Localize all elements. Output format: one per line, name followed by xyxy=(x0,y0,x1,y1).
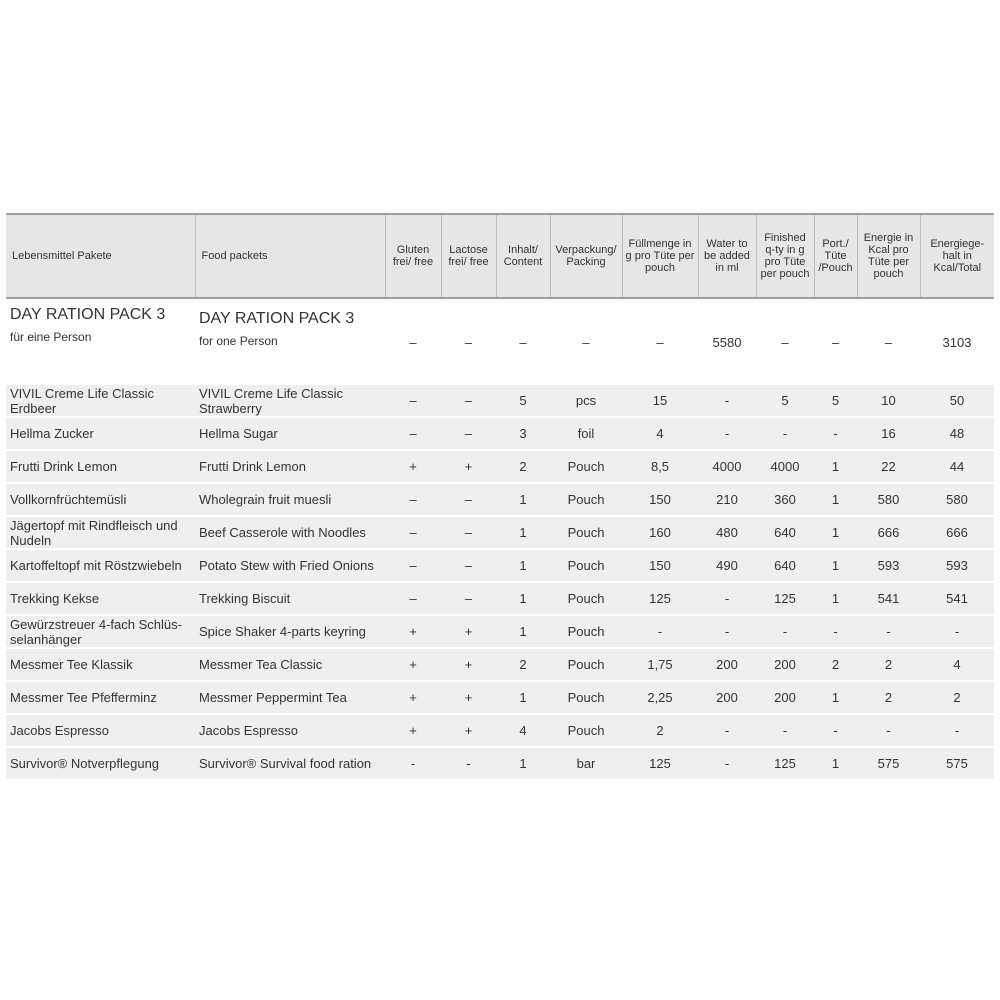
col-header-gluten: Gluten frei/ free xyxy=(385,214,441,298)
item-content: 1 xyxy=(496,549,550,582)
item-packing: Pouch xyxy=(550,450,622,483)
item-energy-total: 575 xyxy=(920,747,994,780)
item-fill: 8,5 xyxy=(622,450,698,483)
pack-fill: – xyxy=(622,298,698,385)
item-energy-pouch: 580 xyxy=(857,483,920,516)
table-row xyxy=(6,582,994,615)
item-portions: - xyxy=(814,615,857,648)
item-finished: 4000 xyxy=(756,450,814,483)
item-name-en: Spice Shaker 4-parts keyring xyxy=(195,615,385,648)
item-gluten: + xyxy=(385,714,441,747)
item-packing: foil xyxy=(550,417,622,450)
item-rows xyxy=(6,385,994,780)
pack-gluten: – xyxy=(385,298,441,385)
item-energy-pouch: 541 xyxy=(857,582,920,615)
item-name-en: VIVIL Creme Life Classic Strawberry xyxy=(195,385,385,417)
item-name-de: Kartoffeltopf mit Röstzwiebeln xyxy=(6,549,195,582)
item-energy-pouch: - xyxy=(857,714,920,747)
item-portions: 5 xyxy=(814,385,857,417)
item-portions: 1 xyxy=(814,450,857,483)
item-fill: 160 xyxy=(622,516,698,549)
item-name-de: Jacobs Espresso xyxy=(6,714,195,747)
item-water: 4000 xyxy=(698,450,756,483)
item-finished: 5 xyxy=(756,385,814,417)
item-fill: 150 xyxy=(622,549,698,582)
item-fill: 125 xyxy=(622,747,698,780)
item-name-de: Gewürzstreuer 4-fach Schlüs-selanhänger xyxy=(6,615,195,648)
item-water: 200 xyxy=(698,648,756,681)
item-packing: Pouch xyxy=(550,516,622,549)
item-water: - xyxy=(698,714,756,747)
item-energy-pouch: 666 xyxy=(857,516,920,549)
pack-energy-pouch: – xyxy=(857,298,920,385)
item-portions: 2 xyxy=(814,648,857,681)
item-packing: bar xyxy=(550,747,622,780)
item-lactose: – xyxy=(441,549,496,582)
item-finished: 125 xyxy=(756,582,814,615)
item-water: - xyxy=(698,615,756,648)
item-gluten: – xyxy=(385,417,441,450)
pack-subtitle-de: für eine Person xyxy=(10,330,92,344)
col-header-packing: Verpackung/ Packing xyxy=(550,214,622,298)
item-content: 2 xyxy=(496,450,550,483)
item-name-de: Messmer Tee Klassik xyxy=(6,648,195,681)
item-name-de: Trekking Kekse xyxy=(6,582,195,615)
item-packing: Pouch xyxy=(550,549,622,582)
table-row xyxy=(6,681,994,714)
item-lactose: - xyxy=(441,747,496,780)
col-header-energy-total: Energiege- halt in Kcal/Total xyxy=(920,214,994,298)
table-row xyxy=(6,549,994,582)
item-gluten: – xyxy=(385,385,441,417)
item-content: 5 xyxy=(496,385,550,417)
item-packing: Pouch xyxy=(550,582,622,615)
item-finished: - xyxy=(756,714,814,747)
table-row xyxy=(6,417,994,450)
item-finished: 200 xyxy=(756,681,814,714)
item-content: 1 xyxy=(496,615,550,648)
item-energy-pouch: 16 xyxy=(857,417,920,450)
item-content: 3 xyxy=(496,417,550,450)
item-energy-total: 541 xyxy=(920,582,994,615)
col-header-fill-quantity: Füllmenge in g pro Tüte per pouch xyxy=(622,214,698,298)
table-row xyxy=(6,714,994,747)
item-packing: Pouch xyxy=(550,648,622,681)
item-fill: 150 xyxy=(622,483,698,516)
item-gluten: + xyxy=(385,615,441,648)
item-name-de: Frutti Drink Lemon xyxy=(6,450,195,483)
pack-name-de-cell xyxy=(6,298,195,385)
item-finished: 125 xyxy=(756,747,814,780)
pack-water: 5580 xyxy=(698,298,756,385)
item-content: 1 xyxy=(496,582,550,615)
pack-energy-total: 3103 xyxy=(920,298,994,385)
item-energy-total: 48 xyxy=(920,417,994,450)
item-lactose: + xyxy=(441,714,496,747)
item-lactose: – xyxy=(441,516,496,549)
item-energy-pouch: 2 xyxy=(857,681,920,714)
item-portions: 1 xyxy=(814,483,857,516)
item-content: 1 xyxy=(496,681,550,714)
item-content: 2 xyxy=(496,648,550,681)
pack-portions: – xyxy=(814,298,857,385)
item-fill: 15 xyxy=(622,385,698,417)
item-portions: 1 xyxy=(814,582,857,615)
col-header-lactose: Lactose frei/ free xyxy=(441,214,496,298)
item-energy-total: 666 xyxy=(920,516,994,549)
item-name-en: Potato Stew with Fried Onions xyxy=(195,549,385,582)
col-header-water: Water to be added in ml xyxy=(698,214,756,298)
table-row xyxy=(6,615,994,648)
item-water: - xyxy=(698,582,756,615)
item-fill: - xyxy=(622,615,698,648)
item-energy-pouch: 593 xyxy=(857,549,920,582)
item-portions: 1 xyxy=(814,747,857,780)
item-gluten: + xyxy=(385,450,441,483)
item-portions: 1 xyxy=(814,516,857,549)
item-water: - xyxy=(698,417,756,450)
item-finished: 640 xyxy=(756,516,814,549)
item-name-en: Trekking Biscuit xyxy=(195,582,385,615)
item-fill: 2,25 xyxy=(622,681,698,714)
ration-pack-table-sheet xyxy=(6,213,994,781)
item-portions: 1 xyxy=(814,549,857,582)
item-water: - xyxy=(698,385,756,417)
item-energy-total: 50 xyxy=(920,385,994,417)
col-header-energy-pouch: Energie in Kcal pro Tüte per pouch xyxy=(857,214,920,298)
item-water: 480 xyxy=(698,516,756,549)
header-row xyxy=(6,214,994,298)
item-packing: Pouch xyxy=(550,714,622,747)
item-fill: 4 xyxy=(622,417,698,450)
item-name-en: Beef Casserole with Noodles xyxy=(195,516,385,549)
item-energy-total: 4 xyxy=(920,648,994,681)
item-name-de: Hellma Zucker xyxy=(6,417,195,450)
pack-finished: – xyxy=(756,298,814,385)
item-content: 1 xyxy=(496,747,550,780)
item-finished: 200 xyxy=(756,648,814,681)
pack-summary-row xyxy=(6,298,994,385)
item-fill: 125 xyxy=(622,582,698,615)
item-gluten: – xyxy=(385,582,441,615)
item-water: 490 xyxy=(698,549,756,582)
item-energy-total: 44 xyxy=(920,450,994,483)
pack-content: – xyxy=(496,298,550,385)
pack-title-de: DAY RATION PACK 3 xyxy=(10,306,166,323)
item-name-en: Survivor® Survival food ration xyxy=(195,747,385,780)
item-content: 1 xyxy=(496,516,550,549)
item-energy-total: 580 xyxy=(920,483,994,516)
item-energy-pouch: 2 xyxy=(857,648,920,681)
pack-name-en-cell xyxy=(195,298,385,385)
item-gluten: - xyxy=(385,747,441,780)
item-lactose: – xyxy=(441,385,496,417)
item-packing: Pouch xyxy=(550,615,622,648)
item-portions: - xyxy=(814,714,857,747)
pack-title-en: DAY RATION PACK 3 xyxy=(199,310,355,327)
item-packing: pcs xyxy=(550,385,622,417)
table-row xyxy=(6,648,994,681)
item-energy-total: 2 xyxy=(920,681,994,714)
table-row xyxy=(6,516,994,549)
item-name-en: Wholegrain fruit muesli xyxy=(195,483,385,516)
item-gluten: – xyxy=(385,516,441,549)
item-lactose: + xyxy=(441,615,496,648)
item-energy-total: - xyxy=(920,615,994,648)
item-name-en: Jacobs Espresso xyxy=(195,714,385,747)
item-finished: 360 xyxy=(756,483,814,516)
item-energy-pouch: - xyxy=(857,615,920,648)
item-finished: 640 xyxy=(756,549,814,582)
item-name-de: VIVIL Creme Life Classic Erdbeer xyxy=(6,385,195,417)
item-name-de: Survivor® Notverpflegung xyxy=(6,747,195,780)
item-water: 200 xyxy=(698,681,756,714)
item-packing: Pouch xyxy=(550,483,622,516)
item-finished: - xyxy=(756,615,814,648)
pack-lactose: – xyxy=(441,298,496,385)
item-name-de: Jägertopf mit Rindfleisch und Nudeln xyxy=(6,516,195,549)
item-lactose: – xyxy=(441,483,496,516)
col-header-food-packets: Food packets xyxy=(195,214,385,298)
pack-packing: – xyxy=(550,298,622,385)
item-water: 210 xyxy=(698,483,756,516)
item-energy-pouch: 575 xyxy=(857,747,920,780)
item-water: - xyxy=(698,747,756,780)
item-lactose: – xyxy=(441,417,496,450)
table-row xyxy=(6,483,994,516)
table-row xyxy=(6,385,994,417)
item-packing: Pouch xyxy=(550,681,622,714)
item-name-en: Hellma Sugar xyxy=(195,417,385,450)
table-row xyxy=(6,450,994,483)
item-fill: 1,75 xyxy=(622,648,698,681)
col-header-finished-qty: Finished q-ty in g pro Tüte per pouch xyxy=(756,214,814,298)
item-lactose: + xyxy=(441,681,496,714)
pack-subtitle-en: for one Person xyxy=(199,334,278,348)
item-gluten: + xyxy=(385,681,441,714)
item-lactose: + xyxy=(441,648,496,681)
item-finished: - xyxy=(756,417,814,450)
item-name-de: Messmer Tee Pfefferminz xyxy=(6,681,195,714)
ration-pack-table xyxy=(6,213,994,781)
item-lactose: – xyxy=(441,582,496,615)
item-name-en: Frutti Drink Lemon xyxy=(195,450,385,483)
item-gluten: + xyxy=(385,648,441,681)
item-gluten: – xyxy=(385,483,441,516)
item-fill: 2 xyxy=(622,714,698,747)
item-name-de: Vollkornfrüchtemüsli xyxy=(6,483,195,516)
item-content: 1 xyxy=(496,483,550,516)
item-name-en: Messmer Tea Classic xyxy=(195,648,385,681)
item-name-en: Messmer Peppermint Tea xyxy=(195,681,385,714)
table-row xyxy=(6,747,994,780)
item-energy-pouch: 22 xyxy=(857,450,920,483)
item-portions: - xyxy=(814,417,857,450)
col-header-lebensmittel: Lebensmittel Pakete xyxy=(6,214,195,298)
col-header-portions: Port./ Tüte /Pouch xyxy=(814,214,857,298)
item-energy-total: 593 xyxy=(920,549,994,582)
item-gluten: – xyxy=(385,549,441,582)
col-header-content: Inhalt/ Content xyxy=(496,214,550,298)
item-energy-pouch: 10 xyxy=(857,385,920,417)
item-lactose: + xyxy=(441,450,496,483)
item-portions: 1 xyxy=(814,681,857,714)
item-content: 4 xyxy=(496,714,550,747)
item-energy-total: - xyxy=(920,714,994,747)
